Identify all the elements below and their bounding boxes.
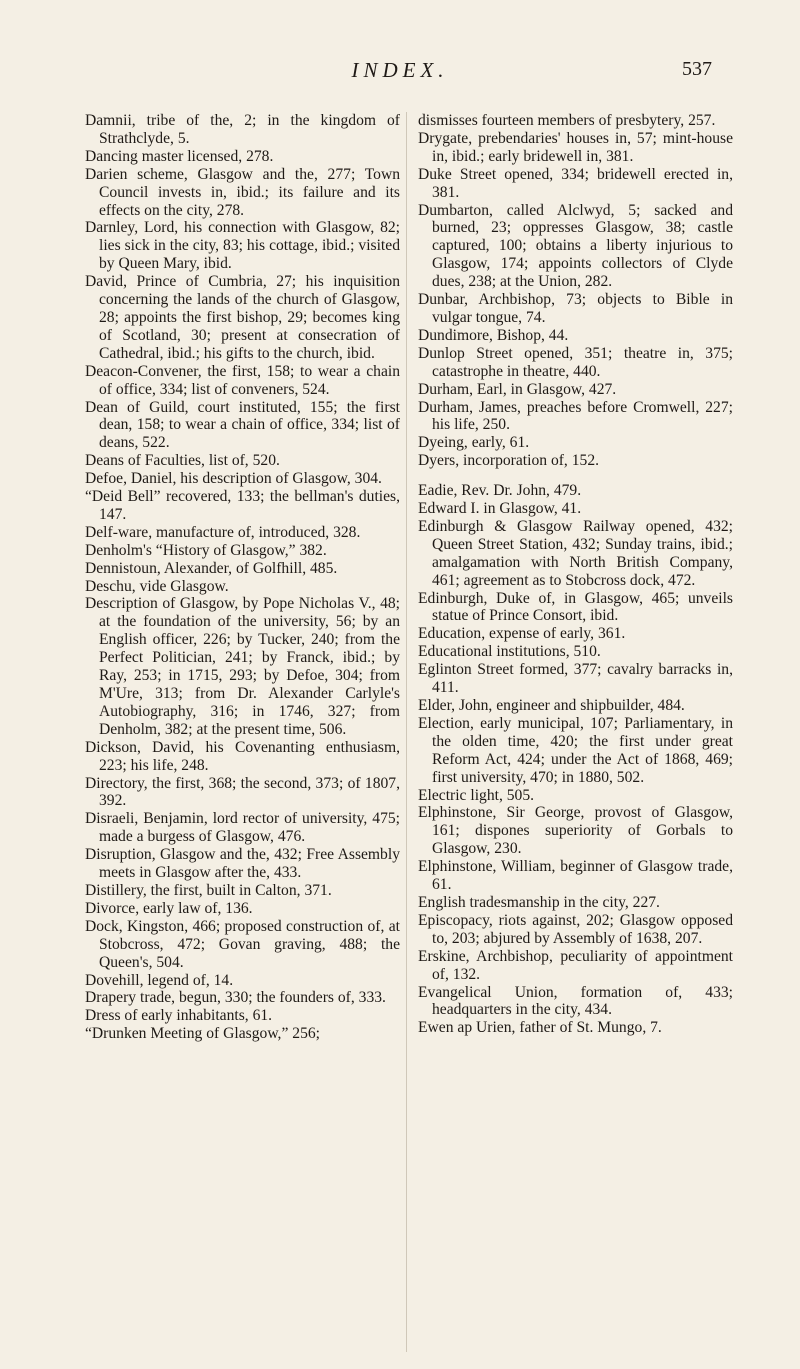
index-entry: Dunlop Street opened, 351; theatre in, 375; catastrophe in theatre, 440. [418,344,733,380]
index-entry: David, Prince of Cumbria, 27; his inquisition concerning the lands of the church of Glasgow, 28; appoints the first bishop, 29; becomes king of Scotland, 30; present at consecration of Cathedral, ibid.; his gifts to the church, ibid. [85,273,400,362]
index-entry: Deans of Faculties, list of, 520. [85,452,280,470]
index-entry: “Deid Bell” recovered, 133; the bellman's duties, 147. [85,488,400,523]
index-entry: Elphinstone, Sir George, provost of Glasgow, 161; dispones superiority of Gorbals to Glasgow, 230. [418,804,733,858]
index-entry: Erskine, Archbishop, peculiarity of appointment of, 132. [418,947,733,983]
page-number: 537 [682,58,712,80]
index-entry: Eadie, Rev. Dr. John, 479. [418,482,582,500]
index-entry: Elder, John, engineer and shipbuilder, 484. [418,697,685,714]
index-entry: Duke Street opened, 334; bridewell erected in, 381. [418,165,733,201]
index-entry: Evangelical Union, formation of, 433; headquarters in the city, 434. [418,983,733,1019]
index-column-left [85,112,400,1043]
index-entry: Denholm's “History of Glasgow,” 382. [85,541,327,559]
index-entry: Dennistoun, Alexander, of Golfhill, 485. [85,559,338,577]
index-entry: Episcopacy, riots against, 202; Glasgow opposed to, 203; abjured by Assembly of 1638, 207. [418,911,733,947]
index-entry: Dress of early inhabitants, 61. [85,1007,273,1025]
running-title: INDEX. [351,58,449,82]
index-entry: Elphinstone, William, beginner of Glasgow trade, 61. [418,858,733,894]
index-entry: Defoe, Daniel, his description of Glasgow, 304. [85,470,382,488]
index-entry: Dancing master licensed, 278. [85,147,274,165]
index-entry: Educational institutions, 510. [418,643,601,661]
index-entry: Edward I. in Glasgow, 41. [418,500,582,518]
index-entry: dismisses fourteen members of presbytery, 257. [418,112,716,129]
index-entry: Ewen ap Urien, father of St. Mungo, 7. [418,1019,662,1037]
index-entry: Deacon-Convener, the first, 158; to wear a chain of office, 334; list of conveners, 524. [85,362,400,398]
index-entry: Dickson, David, his Covenanting enthusiasm, 223; his life, 248. [85,738,400,774]
index-entry: Distillery, the first, built in Calton, 371. [85,881,332,899]
index-entry: English tradesmanship in the city, 227. [418,893,660,911]
index-entry: Education, expense of early, 361. [418,625,626,643]
index-entry: Dyers, incorporation of, 152. [418,452,600,470]
index-entry: Electric light, 505. [418,786,535,804]
index-entry: Drygate, prebendaries' houses in, 57; mint-house in, ibid.; early bridewell in, 381. [418,129,733,165]
index-entry: Drapery trade, begun, 330; the founders of, 333. [85,989,386,1007]
index-entry: Election, early municipal, 107; Parliamentary, in the olden time, 420; the first under great Reform Act, 424; under the Act of 1868, 469; first university, 470; in 1880, 502. [418,714,733,786]
index-entry: “Drunken Meeting of Glasgow,” 256; [85,1025,321,1043]
index-entry: Dumbarton, called Alclwyd, 5; sacked and burned, 23; oppresses Glasgow, 38; castle captured, 100; obtains a liberty injurious to Glasgow, 174; appoints collectors of Clyde dues, 238; at the Union, 282. [418,201,733,291]
index-entry: Durham, James, preaches before Cromwell, 227; his life, 250. [418,398,733,434]
index-entry: Directory, the first, 368; the second, 373; of 1807, 392. [85,774,400,810]
index-entry: Edinburgh & Glasgow Railway opened, 432; Queen Street Station, 432; Sunday trains, ibid.; amalgamation with North British Company, 461; agreement as to Stobcross dock, 472. [418,517,733,589]
index-entry: Dovehill, legend of, 14. [85,971,234,989]
index-entry: Dyeing, early, 61. [418,434,530,452]
index-column-right [418,112,733,1037]
index-entry: Eglinton Street formed, 377; cavalry barracks in, 411. [418,661,733,697]
column-divider [406,112,407,1352]
index-entry: Edinburgh, Duke of, in Glasgow, 465; unveils statue of Prince Consort, ibid. [418,589,733,625]
index-entry: Delf-ware, manufacture of, introduced, 328. [85,523,361,541]
index-entry: Disraeli, Benjamin, lord rector of university, 475; made a burgess of Glasgow, 476. [85,810,400,846]
index-entry: Deschu, vide Glasgow. [85,577,229,595]
index-entry: Divorce, early law of, 136. [85,899,253,917]
index-entry: Dock, Kingston, 466; proposed construction of, at Stobcross, 472; Govan graving, 488; the Queen's, 504. [85,917,400,971]
running-head [0,58,800,88]
index-entry: Dunbar, Archbishop, 73; objects to Bible in vulgar tongue, 74. [418,291,733,326]
index-entry: Disruption, Glasgow and the, 432; Free Assembly meets in Glasgow after the, 433. [85,846,400,882]
index-entry: Darnley, Lord, his connection with Glasgow, 82; lies sick in the city, 83; his cottage, ibid.; visited by Queen Mary, ibid. [85,219,400,273]
index-entry: Description of Glasgow, by Pope Nicholas V., 48; at the foundation of the university, 56; by an English officer, 226; by Tucker, 240; from the Perfect Politician, 241; by Franck, ibid.; by Ray, 253; in 1715, 293; by Defoe, 304; from M'Ure, 313; from Dr. Alexander Carlyle's Autobiography, 316; in 1746, 327; from Denholm, 382; at the present time, 506. [85,595,400,738]
index-entry: Dundimore, Bishop, 44. [418,326,569,344]
index-entry: Durham, Earl, in Glasgow, 427. [418,380,617,398]
index-entry: Dean of Guild, court instituted, 155; the first dean, 158; to wear a chain of office, 334; list of deans, 522. [85,398,400,452]
index-entry: Damnii, tribe of the, 2; in the kingdom of Strathclyde, 5. [85,112,400,147]
index-entry: Darien scheme, Glasgow and the, 277; Town Council invests in, ibid.; its failure and its effects on the city, 278. [85,165,400,219]
